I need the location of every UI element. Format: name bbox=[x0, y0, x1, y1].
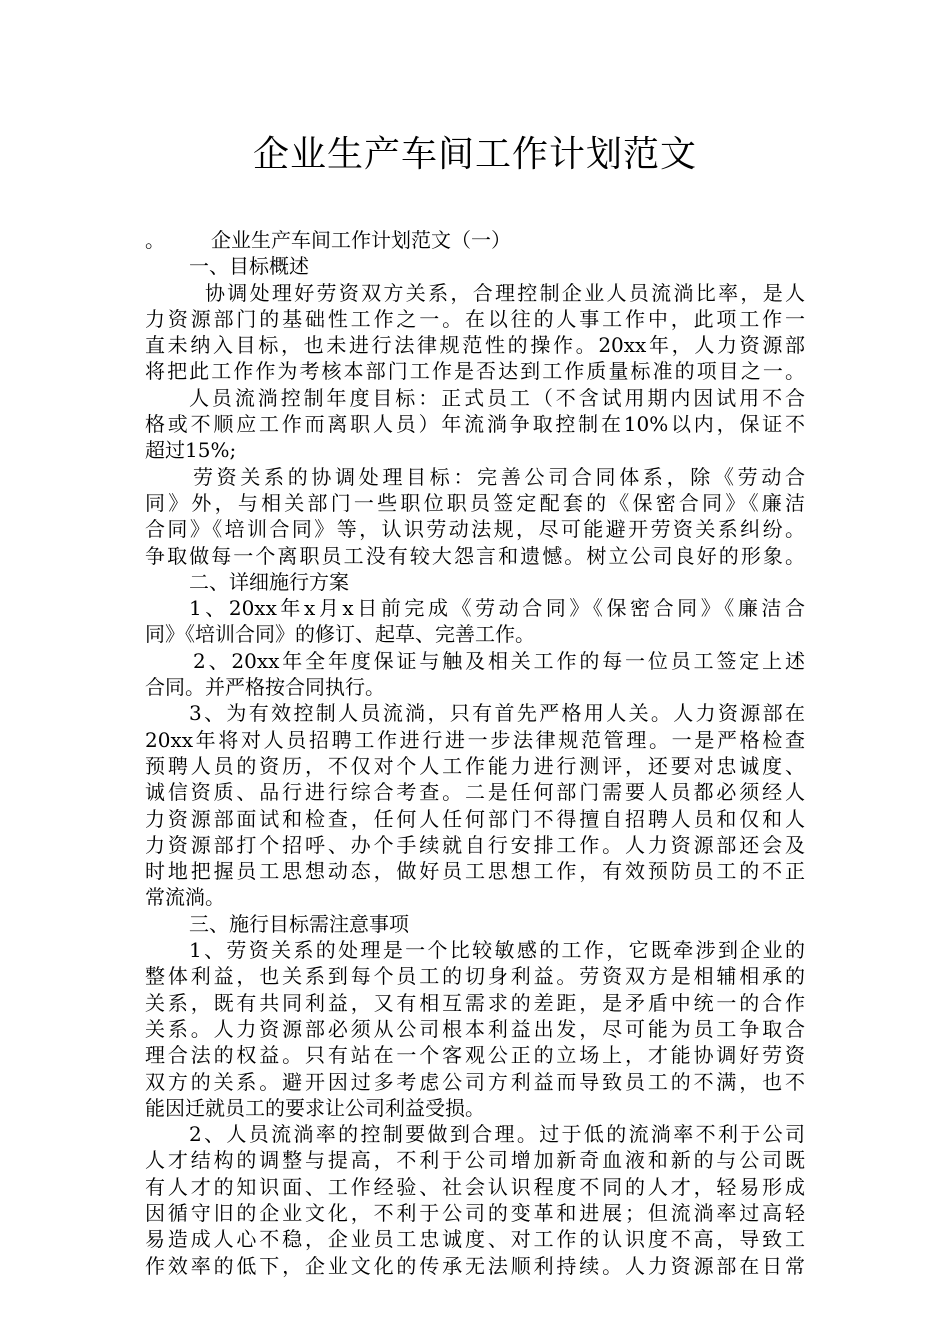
line-text: 力资源部打个招呼、办个手续就自行安排工作。人力资源部还会及 bbox=[145, 832, 805, 857]
line-text: 力资源部面试和检查，任何人任何部门不得擅自招聘人员和仅和人 bbox=[145, 806, 805, 831]
text-line bbox=[145, 332, 805, 358]
line-text: 理合法的权益。只有站在一个客观公正的立场上，才能协调好劳资 bbox=[145, 1043, 805, 1068]
text-line bbox=[145, 1253, 805, 1279]
text-line bbox=[145, 1069, 805, 1095]
line-text: 1、20xx年x月x日前完成《劳动合同》《保密合同》《廉洁合 bbox=[189, 596, 805, 621]
text-line bbox=[145, 490, 805, 516]
text-line bbox=[145, 227, 805, 253]
text-line bbox=[145, 280, 805, 306]
text-line bbox=[145, 727, 805, 753]
line-prefix: 。 bbox=[145, 228, 165, 252]
text-line bbox=[145, 1016, 805, 1042]
line-text: 20xx年将对人员招聘工作进行进一步法律规范管理。一是严格检查 bbox=[145, 727, 805, 752]
text-line bbox=[145, 595, 805, 621]
document-body bbox=[145, 227, 805, 1279]
text-line bbox=[145, 858, 805, 884]
line-text: 3、为有效控制人员流淌，只有首先严格用人关。人力资源部在 bbox=[189, 701, 805, 726]
text-line bbox=[145, 1226, 805, 1252]
line-text: 劳资关系的协调处理目标：完善公司合同体系，除《劳动合 bbox=[193, 464, 805, 489]
text-line bbox=[145, 516, 805, 542]
line-text: 诚信资质、品行进行综合考查。二是任何部门需要人员都必须经人 bbox=[145, 780, 805, 805]
line-text: 有人才的知识面、工作经验、社会认识程度不同的人才，轻易形成 bbox=[145, 1174, 805, 1199]
line-text: 同》《培训合同》的修订、起草、完善工作。 bbox=[145, 622, 535, 647]
line-text: 二、详细施行方案 bbox=[189, 569, 349, 594]
line-text: 2、人员流淌率的控制要做到合理。过于低的流淌率不利于公司 bbox=[189, 1122, 805, 1147]
text-line bbox=[145, 1042, 805, 1068]
line-text: 合同。并严格按合同执行。 bbox=[145, 675, 385, 700]
text-line bbox=[145, 753, 805, 779]
line-text: 协调处理好劳资双方关系，合理控制企业人员流淌比率，是人 bbox=[205, 280, 805, 305]
line-text: 人员流淌控制年度目标：正式员工（不含试用期内因试用不合 bbox=[189, 385, 805, 410]
line-text: 争取做每一个离职员工没有较大怨言和遗憾。树立公司良好的形象。 bbox=[145, 543, 805, 568]
line-text: 力资源部门的基础性工作之一。在以往的人事工作中，此项工作一 bbox=[145, 306, 805, 331]
line-text: 作效率的低下，企业文化的传承无法顺利持续。人力资源部在日常 bbox=[145, 1253, 805, 1278]
text-line bbox=[145, 464, 805, 490]
line-text: 合同》《培训合同》等，认识劳动法规，尽可能避开劳资关系纠纷。 bbox=[145, 517, 805, 542]
text-line bbox=[145, 358, 805, 384]
line-text: 2、20xx年全年度保证与触及相关工作的每一位员工签定上述 bbox=[193, 648, 805, 673]
line-text: 直未纳入目标，也未进行法律规范性的操作。20xx年，人力资源部 bbox=[145, 333, 805, 358]
text-line bbox=[145, 884, 805, 910]
line-text: 时地把握员工思想动态，做好员工思想工作，有效预防员工的不正 bbox=[145, 859, 805, 884]
text-line bbox=[145, 437, 805, 463]
line-text: 常流淌。 bbox=[145, 885, 225, 910]
line-text: 超过15%; bbox=[145, 438, 237, 463]
line-text: 三、施行目标需注意事项 bbox=[189, 911, 409, 936]
line-text: 双方的关系。避开因过多考虑公司方利益而导致员工的不满，也不 bbox=[145, 1069, 805, 1094]
text-line bbox=[145, 1174, 805, 1200]
line-text: 1、劳资关系的处理是一个比较敏感的工作，它既牵涉到企业的 bbox=[189, 938, 805, 963]
text-line bbox=[145, 700, 805, 726]
text-line bbox=[145, 253, 805, 279]
line-text: 能因迁就员工的要求让公司利益受损。 bbox=[145, 1095, 485, 1120]
text-line bbox=[145, 937, 805, 963]
line-text: 整体利益，也关系到每个员工的切身利益。劳资双方是相辅相承的 bbox=[145, 964, 805, 989]
text-line bbox=[145, 674, 805, 700]
text-line bbox=[145, 806, 805, 832]
text-line bbox=[145, 832, 805, 858]
line-text: 同》外，与相关部门一些职位职员签定配套的《保密合同》《廉洁 bbox=[145, 490, 805, 515]
text-line bbox=[145, 306, 805, 332]
text-line bbox=[145, 543, 805, 569]
text-line bbox=[145, 990, 805, 1016]
text-line bbox=[145, 1200, 805, 1226]
text-line bbox=[145, 963, 805, 989]
text-line bbox=[145, 411, 805, 437]
line-text: 易造成人心不稳，企业员工忠诚度、对工作的认识度不高，导致工 bbox=[145, 1227, 805, 1252]
line-text: 一、目标概述 bbox=[189, 254, 309, 279]
line-text: 企业生产车间工作计划范文（一） bbox=[211, 228, 511, 252]
document-title: 企业生产车间工作计划范文 bbox=[252, 134, 697, 175]
text-line bbox=[145, 385, 805, 411]
line-text: 关系。人力资源部必须从公司根本利益出发，尽可能为员工争取合 bbox=[145, 1016, 805, 1041]
line-text: 因循守旧的企业文化，不利于公司的变革和进展；但流淌率过高轻 bbox=[145, 1200, 805, 1225]
line-text: 格或不顺应工作而离职人员）年流淌争取控制在10%以内，保证不 bbox=[145, 412, 805, 437]
text-line bbox=[145, 1147, 805, 1173]
line-text: 人才结构的调整与提高，不利于公司增加新奇血液和新的与公司既 bbox=[145, 1148, 805, 1173]
line-text: 关系，既有共同利益，又有相互需求的差距，是矛盾中统一的合作 bbox=[145, 990, 805, 1015]
text-line bbox=[145, 779, 805, 805]
text-line bbox=[145, 911, 805, 937]
text-line bbox=[145, 1121, 805, 1147]
line-text: 将把此工作作为考核本部门工作是否达到工作质量标准的项目之一。 bbox=[145, 359, 805, 384]
text-line bbox=[145, 648, 805, 674]
line-text: 预聘人员的资历，不仅对个人工作能力进行测评，还要对忠诚度、 bbox=[145, 753, 805, 778]
text-line bbox=[145, 1095, 805, 1121]
text-line bbox=[145, 569, 805, 595]
text-line bbox=[145, 621, 805, 647]
